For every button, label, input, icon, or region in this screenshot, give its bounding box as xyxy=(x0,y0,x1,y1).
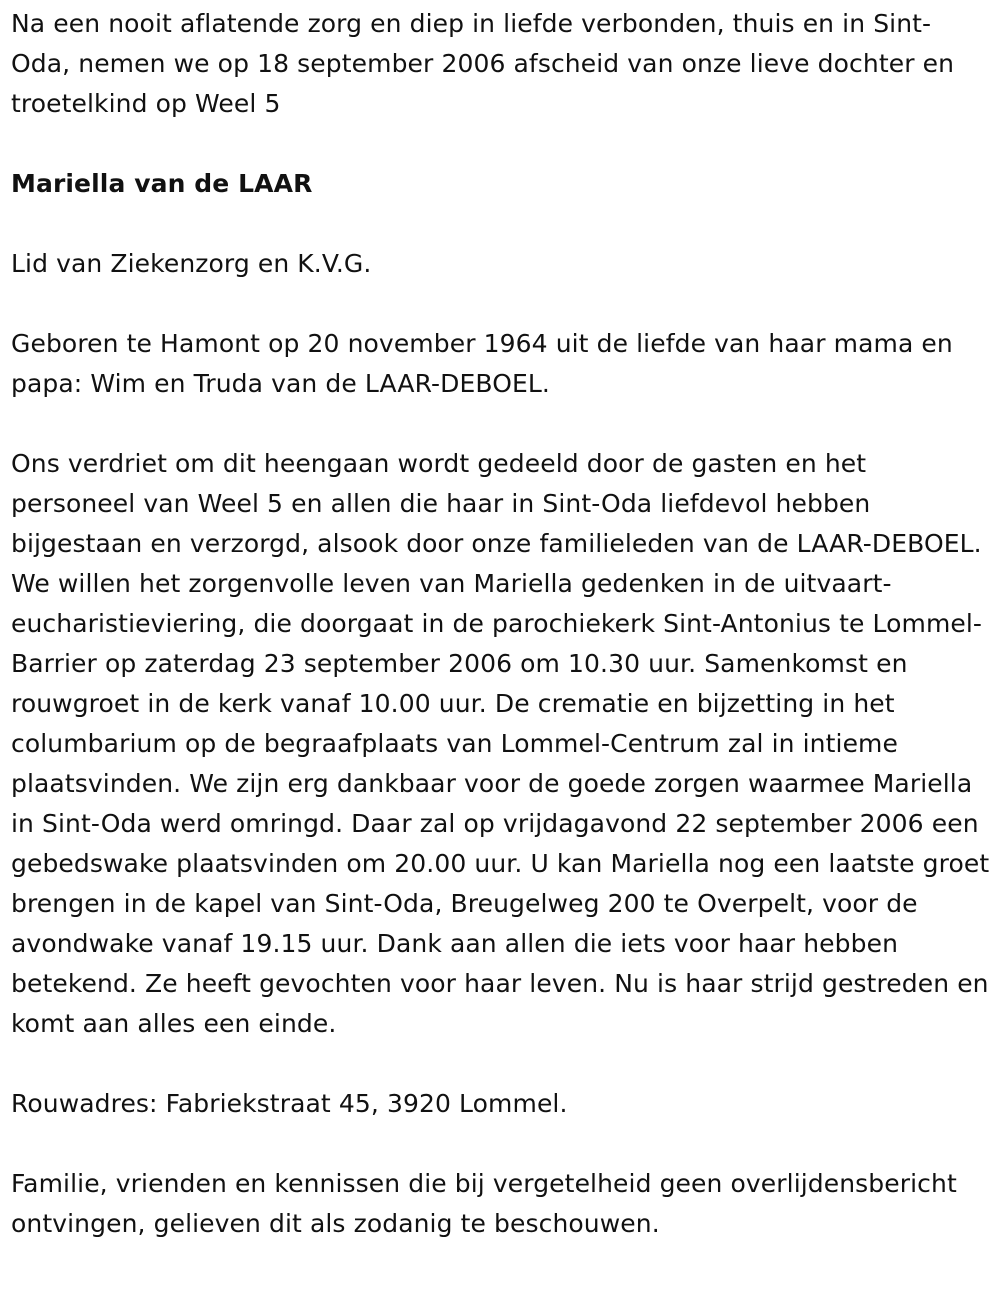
deceased-name: Mariella van de LAAR xyxy=(11,169,313,198)
address-paragraph: Rouwadres: Fabriekstraat 45, 3920 Lommel. xyxy=(11,1089,568,1118)
intro-paragraph: Na een nooit aflatende zorg en diep in liefde verbonden, thuis en in Sint-Oda, nemen we op 18 september 2006 afscheid van onze lieve dochter en troetelkind op Weel 5 xyxy=(11,9,955,118)
announcement-paragraph: Ons verdriet om dit heengaan wordt gedeeld door de gasten en het personeel van Weel 5 en allen die haar in Sint-Oda liefdevol hebben bijgestaan en verzorgd, alsook door onze familieleden van de LAAR-DEBOEL. We willen het zorgenvolle leven van Mariella gedenken in de uitvaart-eucharistieviering, die doorgaat in de parochiekerk Sint-Antonius te Lommel-Barrier op zaterdag 23 september 2006 om 10.30 uur. Samenkomst en rouwgroet in de kerk vanaf 10.00 uur. De crematie en bijzetting in het columbarium op de begraafplaats van Lommel-Centrum zal in intieme plaatsvinden. We zijn erg dankbaar voor de goede zorgen waarmee Mariella in Sint-Oda werd omringd. Daar zal op vrijdagavond 22 september 2006 een gebedswake plaatsvinden om 20.00 uur. U kan Mariella nog een laatste groet brengen in de kapel van Sint-Oda, Breugelweg 200 te Overpelt, voor de avondwake vanaf 19.15 uur. Dank aan allen die iets voor haar hebben betekend. Ze heeft gevochten voor haar leven. Nu is haar strijd gestreden en komt aan alles een einde. xyxy=(11,449,990,1038)
closing-paragraph: Familie, vrienden en kennissen die bij vergetelheid geen overlijdensbericht ontvingen, gelieven dit als zodanig te beschouwen. xyxy=(11,1169,957,1238)
obituary-document xyxy=(11,4,991,1244)
membership-paragraph: Lid van Ziekenzorg en K.V.G. xyxy=(11,249,372,278)
birth-paragraph: Geboren te Hamont op 20 november 1964 uit de liefde van haar mama en papa: Wim en Truda van de LAAR-DEBOEL. xyxy=(11,329,953,398)
